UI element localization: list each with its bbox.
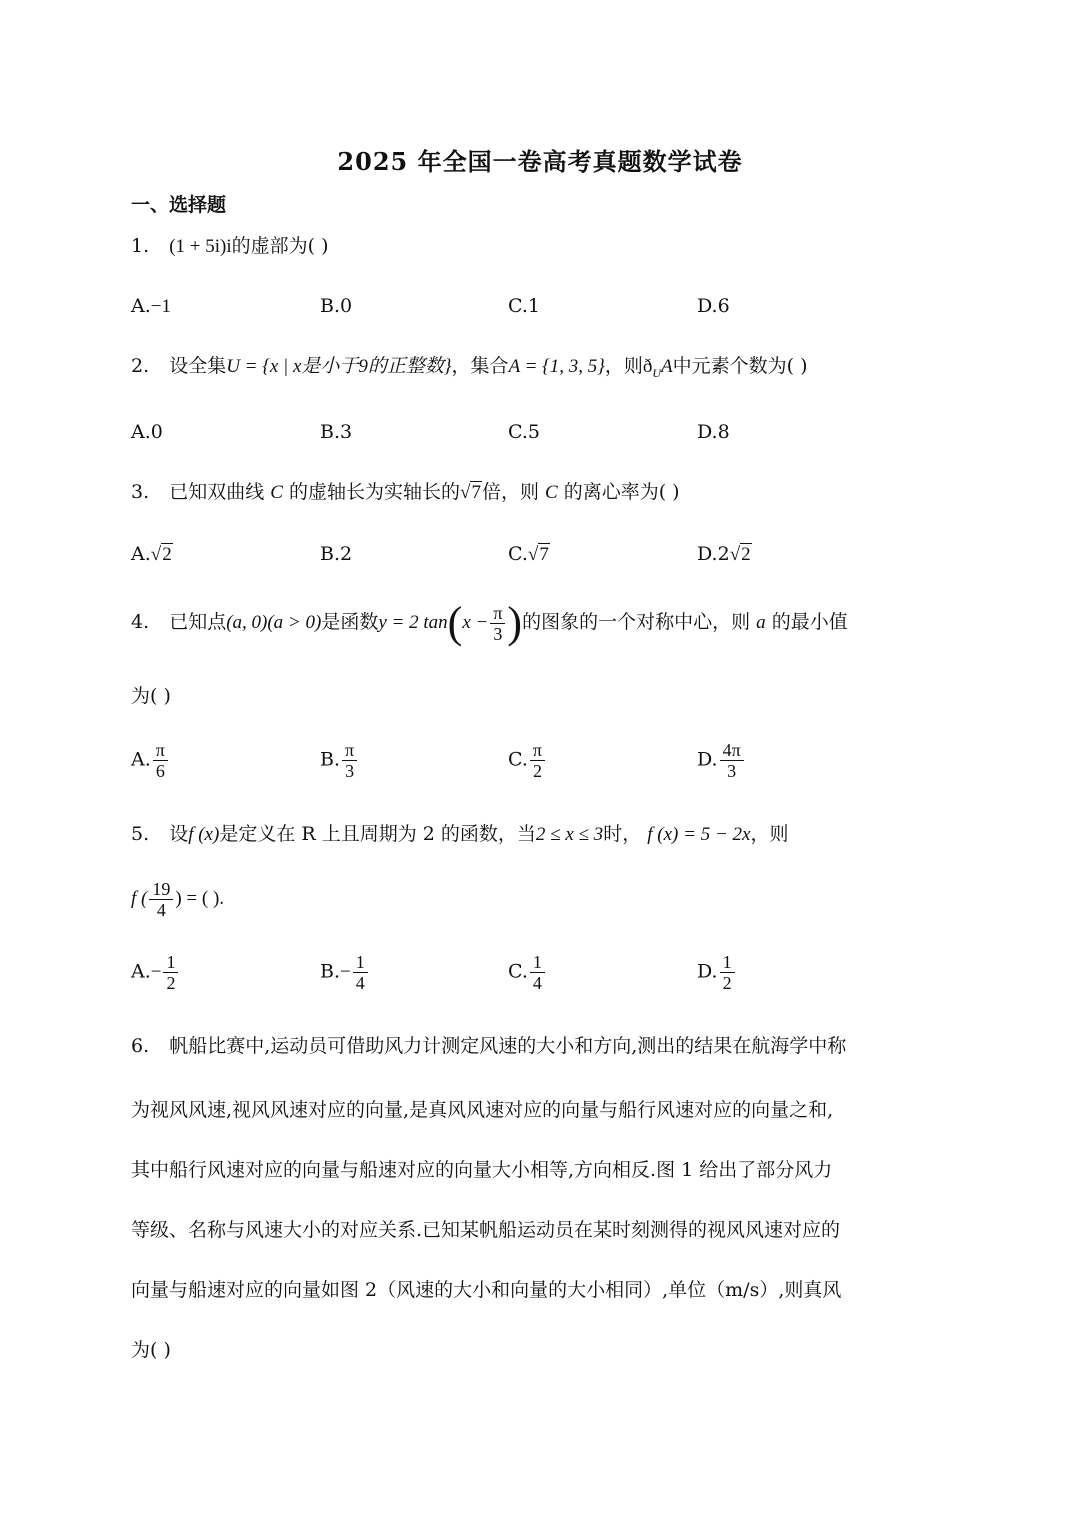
- sqrt-7: √7: [460, 482, 481, 503]
- question-6: 6. 帆船比赛中,运动员可借助风力计测定风速的大小和方向,测出的结果在航海学中称: [131, 1035, 847, 1057]
- option-c: C. $\frac{1}{4}$: [508, 952, 547, 993]
- option-c: C. $\frac{\pi}{2}$: [508, 740, 547, 781]
- option-b: B.0: [320, 295, 353, 317]
- option-d: D.6: [697, 295, 730, 317]
- question-6-line: 为视风风速,视风风速对应的向量,是真风风速对应的向量与船行风速对应的向量之和,: [131, 1099, 834, 1121]
- fraction: $\frac{\pi}{3}$: [490, 603, 505, 644]
- complement-symbol: ð: [642, 356, 653, 377]
- question-3: 3. 已知双曲线 C 的虚轴长为实轴长的√7倍，则 C 的离心率为( ): [131, 481, 680, 503]
- fraction: $\frac{19}{4}$: [149, 879, 173, 920]
- set-a: A = {1, 3, 5}: [508, 356, 605, 377]
- question-4-cont: 为( ): [131, 685, 171, 707]
- option-a: A.− $\frac{1}{2}$: [131, 952, 180, 993]
- option-c: C.√7: [508, 543, 549, 565]
- option-c: C.5: [508, 421, 540, 443]
- set-u: U = {x | x是小于9的正整数}: [226, 356, 452, 377]
- option-c: C.1: [508, 295, 540, 317]
- question-2: 2. 设全集U = {x | x是小于9的正整数}，集合A = {1, 3, 5}，则$ð_UA$中元素个数为( ): [131, 355, 808, 380]
- question-6-line: 其中船行风速对应的向量与船速对应的向量大小相等,方向相反.图 1 给出了部分风力: [131, 1159, 833, 1181]
- question-number: 3.: [131, 481, 150, 503]
- question-6-line: 为( ): [131, 1339, 171, 1361]
- option-d: D.8: [697, 421, 730, 443]
- option-a: A. $\frac{\pi}{6}$: [131, 740, 170, 781]
- option-b: B.2: [320, 543, 353, 565]
- option-b: B. $\frac{\pi}{3}$: [320, 740, 359, 781]
- question-number: 4.: [131, 611, 150, 633]
- question-4: 4. 已知点(a, 0)(a > 0)是函数y = 2 tan(x − $\frac{\pi}{3}$ )的图象的一个对称中心，则 a 的最小值: [131, 598, 848, 647]
- page-title: 2025 年全国一卷高考真题数学试卷: [337, 147, 743, 176]
- question-1: [131, 232, 329, 261]
- question-number: 2.: [131, 355, 150, 377]
- question-number: 1.: [131, 235, 150, 257]
- option-b: B.3: [320, 421, 353, 443]
- question-5-cont: f ( $\frac{19}{4}$ ) = ( ).: [131, 878, 225, 920]
- math-expression: (1 + 5i)i: [169, 236, 232, 257]
- option-d: D.2√2: [697, 543, 751, 565]
- option-a: A.√2: [131, 543, 172, 565]
- option-b: B.− $\frac{1}{4}$: [320, 952, 370, 993]
- option-d: D. $\frac{1}{2}$: [697, 952, 737, 993]
- question-6-line: 向量与船速对应的向量如图 2（风速的大小和向量的大小相同）,单位（m/s）,则真风: [131, 1279, 842, 1301]
- question-number: 6.: [131, 1035, 150, 1057]
- section-heading: 一、选择题: [131, 194, 227, 216]
- question-text: 的虚部为( ): [231, 235, 329, 257]
- option-a: A.−1: [131, 295, 171, 317]
- question-number: 5.: [131, 823, 150, 845]
- question-6-line: 等级、名称与风速大小的对应关系.已知某帆船运动员在某时刻测得的视风风速对应的: [131, 1219, 841, 1241]
- question-5: 5. 设f (x)是定义在 R 上且周期为 2 的函数，当2 ≤ x ≤ 3时， f (x) = 5 − 2x，则: [131, 823, 789, 845]
- option-d: D. $\frac{4\pi}{3}$: [697, 740, 746, 781]
- option-a: A.0: [131, 421, 163, 443]
